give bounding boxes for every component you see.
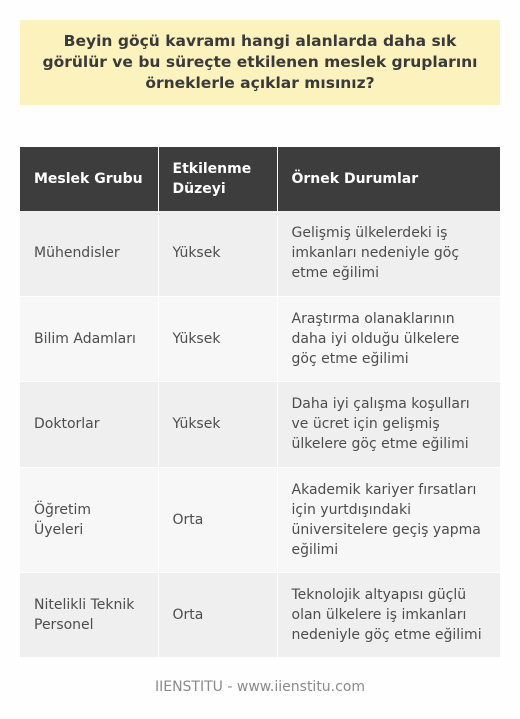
profession-table <box>20 147 500 658</box>
table-row <box>20 296 500 381</box>
cell-impact: Yüksek <box>158 211 277 296</box>
question-title: Beyin göçü kavramı hangi alanlarda daha sık görülür ve bu süreçte etkilenen meslek gruplarını örneklerle açıklar mısınız? <box>42 32 478 92</box>
cell-impact: Orta <box>158 467 277 572</box>
cell-example: Teknolojik altyapısı güçlü olan ülkelere iş imkanları nedeniyle göç etme eğilimi <box>277 572 500 657</box>
question-box <box>20 20 500 105</box>
cell-example: Gelişmiş ülkelerdeki iş imkanları nedeniyle göç etme eğilimi <box>277 211 500 296</box>
table-row <box>20 211 500 296</box>
cell-example: Araştırma olanaklarının daha iyi olduğu ülkelere göç etme eğilimi <box>277 296 500 381</box>
header-impact-level: Etkilenme Düzeyi <box>158 147 277 211</box>
header-example-cases: Örnek Durumlar <box>277 147 500 211</box>
cell-example: Daha iyi çalışma koşulları ve ücret için gelişmiş ülkelere göç etme eğilimi <box>277 381 500 467</box>
cell-impact: Orta <box>158 572 277 657</box>
footer-credit: IIENSTITU - www.iienstitu.com <box>154 679 366 695</box>
cell-occupation: Öğretim Üyeleri <box>20 467 158 572</box>
cell-occupation: Doktorlar <box>20 381 158 467</box>
cell-occupation: Bilim Adamları <box>20 296 158 381</box>
table-row <box>20 572 500 657</box>
cell-example: Akademik kariyer fırsatları için yurtdışındaki üniversitelere geçiş yapma eğilimi <box>277 467 500 572</box>
cell-occupation: Nitelikli Teknik Personel <box>20 572 158 657</box>
header-occupation-group: Meslek Grubu <box>20 147 158 211</box>
cell-impact: Yüksek <box>158 296 277 381</box>
table-row <box>20 467 500 572</box>
table-header-row <box>20 147 500 211</box>
cell-occupation: Mühendisler <box>20 211 158 296</box>
cell-impact: Yüksek <box>158 381 277 467</box>
table-row <box>20 381 500 467</box>
